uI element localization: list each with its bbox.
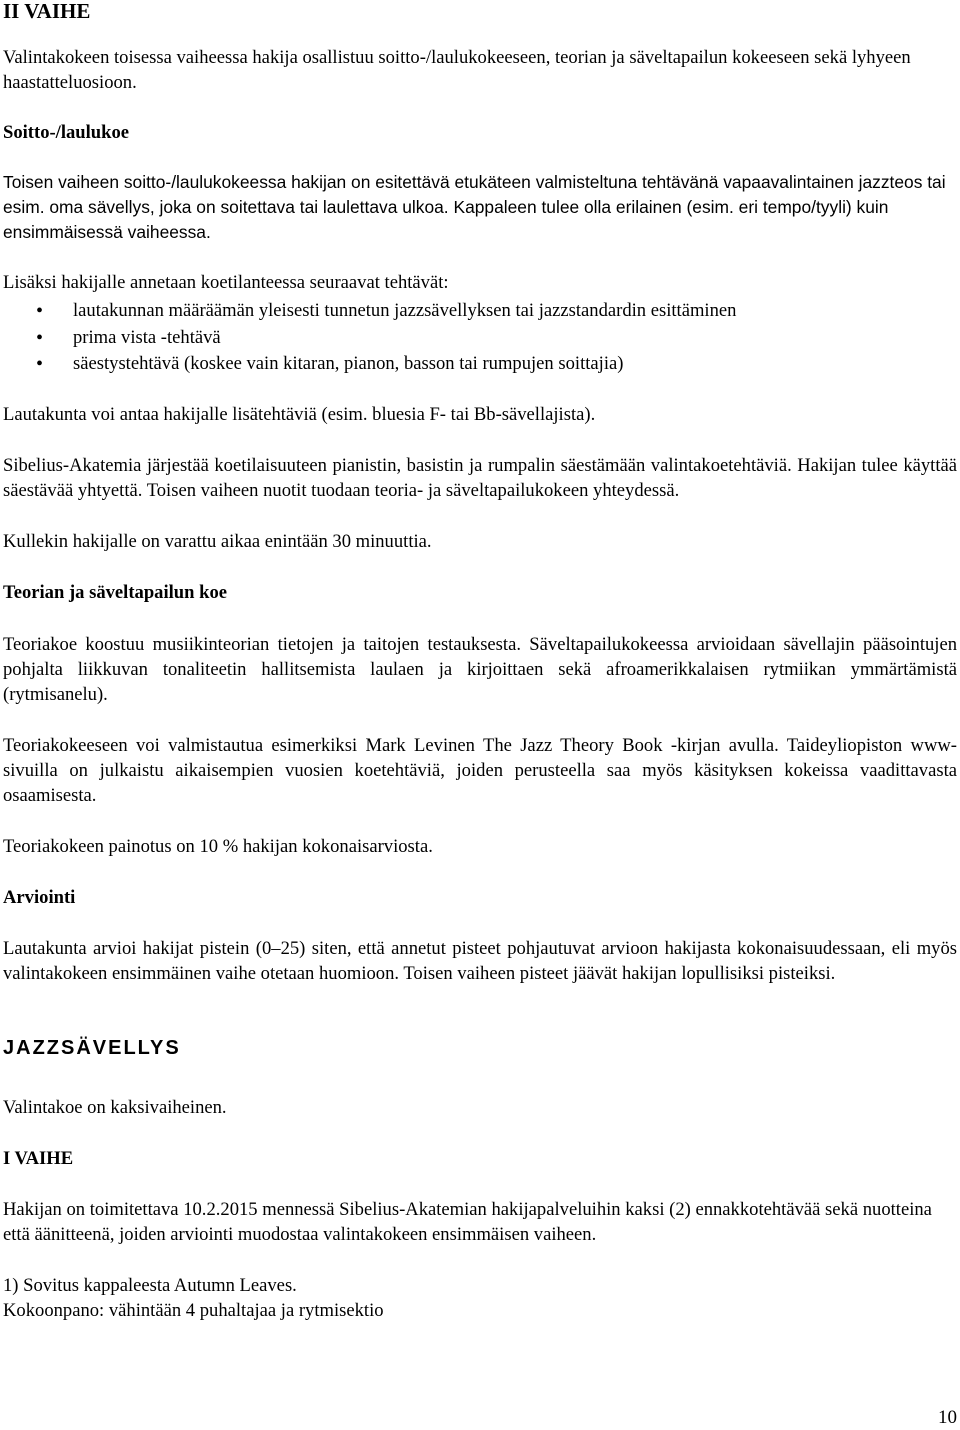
extra-tasks-paragraph: Lautakunta voi antaa hakijalle lisätehtäviä (esim. bluesia F- tai Bb-sävellajista). — [3, 403, 596, 425]
jazzsavellys-intro: Valintakoe on kaksivaiheinen. — [3, 1096, 227, 1118]
list-item: • säestystehtävä (koskee vain kitaran, pianon, basson tai rumpujen soittajia) — [3, 351, 957, 378]
teoria-paragraph-2: Teoriakokeeseen voi valmistautua esimerkiksi Mark Levinen The Jazz Theory Book -kirjan avulla. Taideyliopiston www-sivuilla on julkaistu aikaisempien vuosien koetehtäviä, joiden perusteella saa myös käsityksen kokeissa vaadittavasta osaamisesta. — [3, 734, 957, 806]
soitto-paragraph-part2: Kappaleen tulee olla erilainen (esim. eri tempo/tyyli) kuin ensimmäisessä vaiheessa. — [3, 197, 889, 242]
soitto-paragraph — [3, 170, 957, 245]
phase-heading-ii: II VAIHE — [3, 0, 91, 23]
soitto-paragraph-part1: Toisen vaiheen soitto-/laulukokeessa hakijan on esitettävä etukäteen valmisteltuna tehtävänä vapaavalintainen jazzteos tai esim. oma sävellys, joka on soitettava tai laulettava ulkoa. — [3, 172, 946, 217]
phase-heading-i: I VAIHE — [3, 1147, 74, 1169]
phase-i-paragraph: Hakijan on toimitettava 10.2.2015 mennessä Sibelius-Akatemian hakijapalveluihin kaksi (2) ennakkotehtävää sekä nuotteina että äänitteenä, joiden arviointi muodostaa valintakokeen ensimmäisen vaiheen. — [3, 1198, 932, 1245]
list-item: • lautakunnan määräämän yleisesti tunnetun jazzsävellyksen tai jazzstandardin esittäminen — [3, 298, 957, 325]
accompaniment-paragraph: Sibelius-Akatemia järjestää koetilaisuuteen pianistin, basistin ja rumpalin säestämään valintakoetehtäviä. Hakijan tulee käyttää säestävää yhtyettä. Toisen vaiheen nuotit tuodaan teoria- ja säveltapailukokeen yhteydessä. — [3, 454, 957, 501]
jazzsavellys-heading: JAZZSÄVELLYS — [3, 1036, 181, 1059]
assignment-1: 1) Sovitus kappaleesta Autumn Leaves. — [3, 1274, 297, 1296]
tasks-list — [3, 298, 957, 378]
intro-paragraph: Valintakokeen toisessa vaiheessa hakija osallistuu soitto-/laulukokeeseen, teorian ja säveltapailun kokeeseen sekä lyhyeen haastatteluosioon. — [3, 47, 911, 93]
arviointi-heading: Arviointi — [3, 886, 76, 908]
tasks-intro: Lisäksi hakijalle annetaan koetilanteessa seuraavat tehtävät: — [3, 272, 449, 293]
list-item: • prima vista -tehtävä — [3, 325, 957, 352]
teoria-heading: Teorian ja säveltapailun koe — [3, 581, 228, 603]
arviointi-paragraph: Lautakunta arvioi hakijat pistein (0–25) siten, että annetut pisteet pohjautuvat arvioon hakijasta kokonaisuudessaan, eli myös valintakokeen ensimmäinen vaihe otetaan huomioon. Toisen vaiheen pisteet jäävät hakijan lopullisiksi pisteiksi. — [3, 937, 957, 984]
document-page — [3, 0, 957, 1323]
soitto-heading: Soitto-/laulukoe — [3, 122, 130, 143]
time-paragraph: Kullekin hakijalle on varattu aikaa enintään 30 minuuttia. — [3, 530, 432, 552]
page-number: 10 — [938, 1407, 957, 1428]
teoria-paragraph-3: Teoriakokeen painotus on 10 % hakijan kokonaisarviosta. — [3, 835, 433, 857]
teoria-paragraph-1: Teoriakoe koostuu musiikinteorian tietojen ja taitojen testauksesta. Säveltapailukokeessa arvioidaan sävellajin pääsointujen pohjalta liikkuvan tonaliteetin hallitsemista laulaen ja kirjoittaen sekä afroamerikkalaisen rytmiikan ymmärtämistä (rytmisanelu). — [3, 633, 957, 705]
assignment-1-detail: Kokoonpano: vähintään 4 puhaltajaa ja rytmisektio — [3, 1299, 384, 1321]
